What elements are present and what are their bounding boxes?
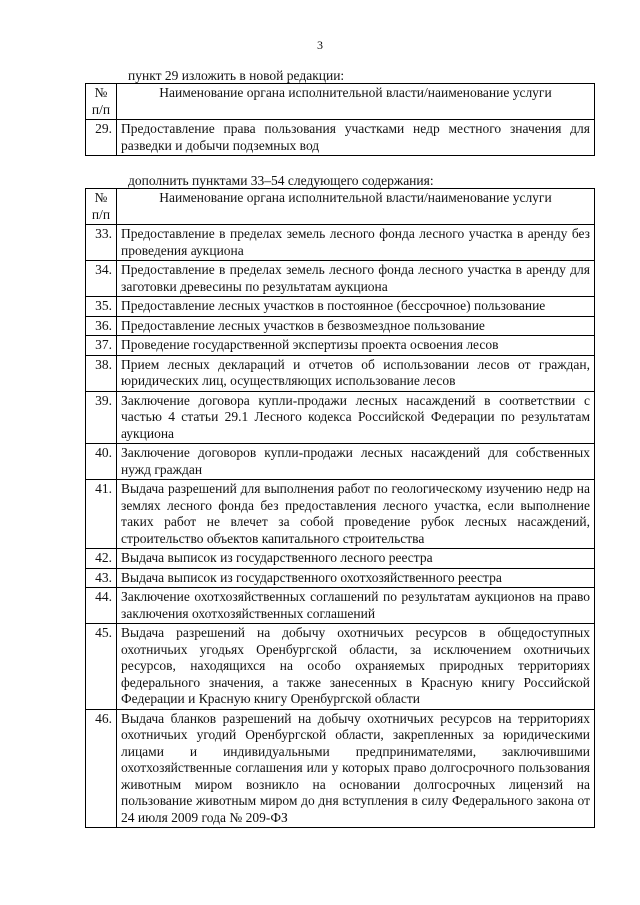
service-name: Выдача разрешений для выполнения работ по геологическому изучению недр на землях лесного фонда без предоставления лесного участка, если выполнение таких работ не влечет за собой проведение рубок лесных насаждений, строительство объектов капитального строительства: [117, 480, 595, 549]
row-number: 34.: [86, 261, 117, 297]
header-num-symbol: №: [94, 85, 108, 100]
header-num-pp: п/п: [91, 101, 111, 117]
row-number: 40.: [86, 444, 117, 480]
table-row: [86, 120, 595, 156]
table-header-row: [86, 84, 595, 120]
table-row: [86, 261, 595, 297]
service-name: Предоставление в пределах земель лесного фонда лесного участка в аренду для заготовки древесины по результатам аукциона: [117, 261, 595, 297]
service-name: Заключение договора купли-продажи лесных насаждений в соответствии с частью 4 статьи 29.1 Лесного кодекса Российской Федерации по результатам аукциона: [117, 391, 595, 444]
row-number: 35.: [86, 297, 117, 317]
table-row: [86, 225, 595, 261]
row-number: 37.: [86, 336, 117, 356]
row-number: 43.: [86, 568, 117, 588]
service-name: Предоставление права пользования участками недр местного значения для разведки и добычи подземных вод: [117, 120, 595, 156]
table-row: [86, 355, 595, 391]
row-number: 36.: [86, 316, 117, 336]
table-row: [86, 336, 595, 356]
header-num: [86, 189, 117, 225]
service-name: Предоставление в пределах земель лесного фонда лесного участка в аренду без проведения аукциона: [117, 225, 595, 261]
row-number: 39.: [86, 391, 117, 444]
service-name: Заключение договоров купли-продажи лесных насаждений для собственных нужд граждан: [117, 444, 595, 480]
section1-body: [86, 120, 595, 156]
section2-table: [85, 188, 595, 828]
row-number: 29.: [86, 120, 117, 156]
row-number: 41.: [86, 480, 117, 549]
table-row: [86, 444, 595, 480]
table-row: [86, 568, 595, 588]
header-name: Наименование органа исполнительной власти/наименование услуги: [117, 189, 595, 225]
header-name: Наименование органа исполнительной власти/наименование услуги: [117, 84, 595, 120]
row-number: 42.: [86, 549, 117, 569]
service-name: Выдача выписок из государственного лесного реестра: [117, 549, 595, 569]
section2-intro: дополнить пунктами 33–54 следующего содержания:: [128, 173, 434, 188]
section2-body: [86, 225, 595, 828]
table-row: [86, 316, 595, 336]
table-row: [86, 297, 595, 317]
service-name: Выдача выписок из государственного охотхозяйственного реестра: [117, 568, 595, 588]
service-name: Предоставление лесных участков в безвозмездное пользование: [117, 316, 595, 336]
header-num-symbol: №: [94, 190, 108, 205]
service-name: Проведение государственной экспертизы проекта освоения лесов: [117, 336, 595, 356]
row-number: 45.: [86, 624, 117, 710]
table-header-row: [86, 189, 595, 225]
header-num: [86, 84, 117, 120]
section1-intro: пункт 29 изложить в новой редакции:: [128, 68, 345, 83]
page-number: 3: [317, 38, 323, 52]
service-name: Заключение охотхозяйственных соглашений по результатам аукционов на право заключения охотхозяйственных соглашений: [117, 588, 595, 624]
table-row: [86, 391, 595, 444]
row-number: 33.: [86, 225, 117, 261]
table-row: [86, 624, 595, 710]
section1-table: [85, 83, 595, 156]
header-num-pp: п/п: [91, 206, 111, 222]
row-number: 38.: [86, 355, 117, 391]
table-row: [86, 709, 595, 828]
row-number: 44.: [86, 588, 117, 624]
service-name: Выдача разрешений на добычу охотничьих ресурсов в общедоступных охотничьих угодьях Оренбургской области, за исключением охотничьих ресурсов, находящихся на особо охраняемых природных территориях федерального значения, а также занесенных в Красную книгу Российской Федерации и Красную книгу Оренбургской области: [117, 624, 595, 710]
service-name: Прием лесных деклараций и отчетов об использовании лесов от граждан, юридических лиц, осуществляющих использование лесов: [117, 355, 595, 391]
table-row: [86, 549, 595, 569]
service-name: Выдача бланков разрешений на добычу охотничьих ресурсов на территориях охотничьих угодий Оренбургской области, закрепленных за юридическими лицами и индивидуальными предпринимателями, заключившими охотхозяйственные соглашения или у которых право долгосрочного пользования животным миром возникло на основании долгосрочных лицензий на пользование животным миром до дня вступления в силу Федерального закона от 24 июля 2009 года № 209-ФЗ: [117, 709, 595, 828]
table-row: [86, 480, 595, 549]
service-name: Предоставление лесных участков в постоянное (бессрочное) пользование: [117, 297, 595, 317]
table-row: [86, 588, 595, 624]
row-number: 46.: [86, 709, 117, 828]
